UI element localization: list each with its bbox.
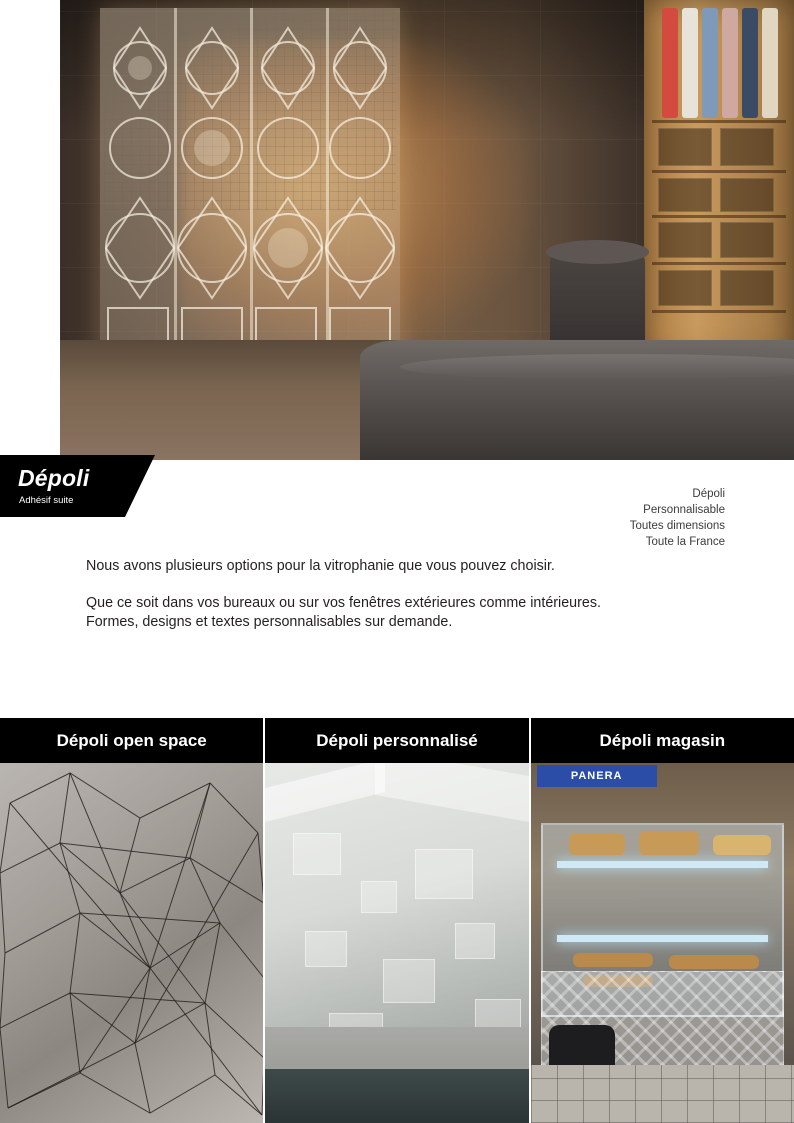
shop-interior: [531, 763, 794, 1123]
page-subtitle: Adhésif suite: [19, 495, 74, 506]
gallery-card-personnalise: [265, 718, 528, 1123]
frosted-partition: [265, 763, 528, 1123]
hero-image: [0, 0, 794, 460]
gallery-card-image: [265, 763, 528, 1123]
gallery-card-magasin: [531, 718, 794, 1123]
hero-wardrobe: [644, 0, 794, 360]
body-paragraph-2: Que ce soit dans vos bureaux ou sur vos fenêtres extérieures comme intérieures. Formes, designs et textes personnalisables sur demande.: [86, 595, 601, 630]
body-copy: [86, 557, 606, 632]
shop-floor: [531, 1065, 794, 1123]
gallery-card-title: Dépoli personnalisé: [265, 718, 528, 763]
gallery: [0, 718, 794, 1123]
meta-item: Toutes dimensions: [629, 520, 725, 532]
page-title: Dépoli: [18, 465, 90, 491]
hero-screen-divider: [250, 8, 253, 358]
meta-item: Toute la France: [645, 536, 725, 548]
partition-counter: [265, 1069, 528, 1123]
hero-left-margin: [0, 0, 60, 460]
body-paragraph-1: Nous avons plusieurs options pour la vitrophanie que vous pouvez choisir.: [86, 558, 555, 574]
hero-screen-divider: [326, 8, 329, 358]
meta-item: Dépoli: [692, 488, 725, 500]
shop-sign: PANERA: [537, 765, 657, 787]
gallery-card-title: Dépoli magasin: [531, 718, 794, 763]
gallery-card-open-space: [0, 718, 263, 1123]
hero-bed: [360, 340, 794, 460]
hero-screen-divider: [174, 8, 177, 358]
hero-frosted-screen: [100, 8, 400, 358]
shattered-glass-film: [0, 763, 263, 1123]
meta-item: Personnalisable: [643, 504, 725, 516]
gallery-card-title: Dépoli open space: [0, 718, 263, 763]
gallery-card-image: [531, 763, 794, 1123]
title-flag: [0, 455, 125, 517]
meta-list: [630, 486, 725, 550]
gallery-card-image: [0, 763, 263, 1123]
hero-photo: [60, 0, 794, 460]
